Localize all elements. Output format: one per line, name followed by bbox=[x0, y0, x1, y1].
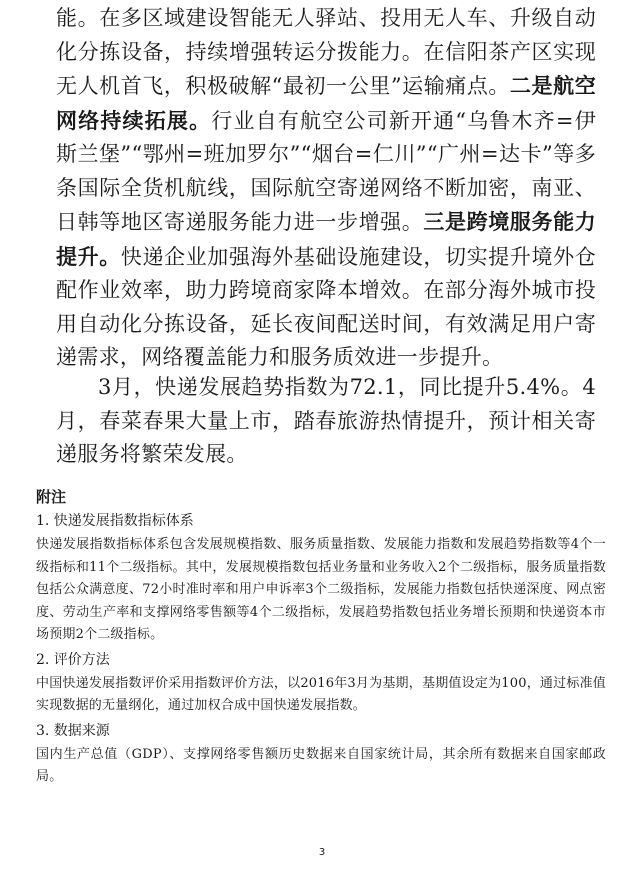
body-paragraph-1 bbox=[56, 2, 596, 375]
note-heading: 3. 数据来源 bbox=[36, 722, 110, 739]
body-paragraph-2: 3月，快递发展趋势指数为72.1，同比提升5.4%。4月，春菜春果大量上市，踏春旅游热情提升，预计相关寄递服务将繁荣发展。 bbox=[56, 375, 596, 466]
note-text: 国内生产总值（GDP）、支撑网络零售额历史数据来自国家统计局，其余所有数据来自国家邮政局。 bbox=[36, 746, 606, 784]
notes-title: 附注 bbox=[36, 488, 67, 506]
body-text-segment: 能。在多区域建设智能无人驿站、投用无人车、升级自动化分拣设备，持续增强转运分拨能力。在信阳茶产区实现无人机首飞，积极破解“最初一公里”运输痛点。 bbox=[56, 6, 596, 98]
body-text-segment: 快递企业加强海外基础设施建设，切实提升境外仓配作业效率，助力跨境商家降本增效。在部分海外城市投用自动化分拣设备，延长夜间配送时间，有效满足用户寄递需求，网络覆盖能力和服务质效进一步提升。 bbox=[56, 244, 596, 369]
bold-heading-aviation: 二是航空网络持续拓展。 bbox=[56, 73, 596, 133]
note-text: 快递发展指数指标体系包含发展规模指数、服务质量指数、发展能力指数和发展趋势指数等4个一级指标和11个二级指标。其中，发展规模指数包括业务量和业务收入2个二级指标，服务质量指数包括公众满意度、72小时准时率和用户申诉率3个二级指标，发展能力指数包括快递深度、网点密度、劳动生产率和支撑网络零售额等4个二级指标，发展趋势指数包括业务增长预期和快递资本市场预期2个二级指标。 bbox=[36, 537, 606, 642]
bold-heading-cross-border: 三是跨境服务能力提升。 bbox=[56, 209, 596, 269]
note-heading: 2. 评价方法 bbox=[36, 651, 110, 668]
body-text-segment: 行业自有航空公司新开通“乌鲁木齐=伊斯兰堡”“鄂州=班加罗尔”“烟台=仁川”“广州=达卡”等多条国际全货机航线，国际航空寄递网络不断加密，南亚、日韩等地区寄递服务能力进一步增强。 bbox=[56, 108, 596, 234]
note-heading: 1. 快递发展指数指标体系 bbox=[36, 513, 194, 529]
notes-section bbox=[36, 486, 606, 792]
note-text: 中国快递发展指数评价采用指数评价方法，以2016年3月为基期，基期值设定为100，通过标准值实现数据的无量纲化，通过加权合成中国快递发展指数。 bbox=[36, 675, 606, 713]
page-number: 3 bbox=[318, 847, 326, 858]
